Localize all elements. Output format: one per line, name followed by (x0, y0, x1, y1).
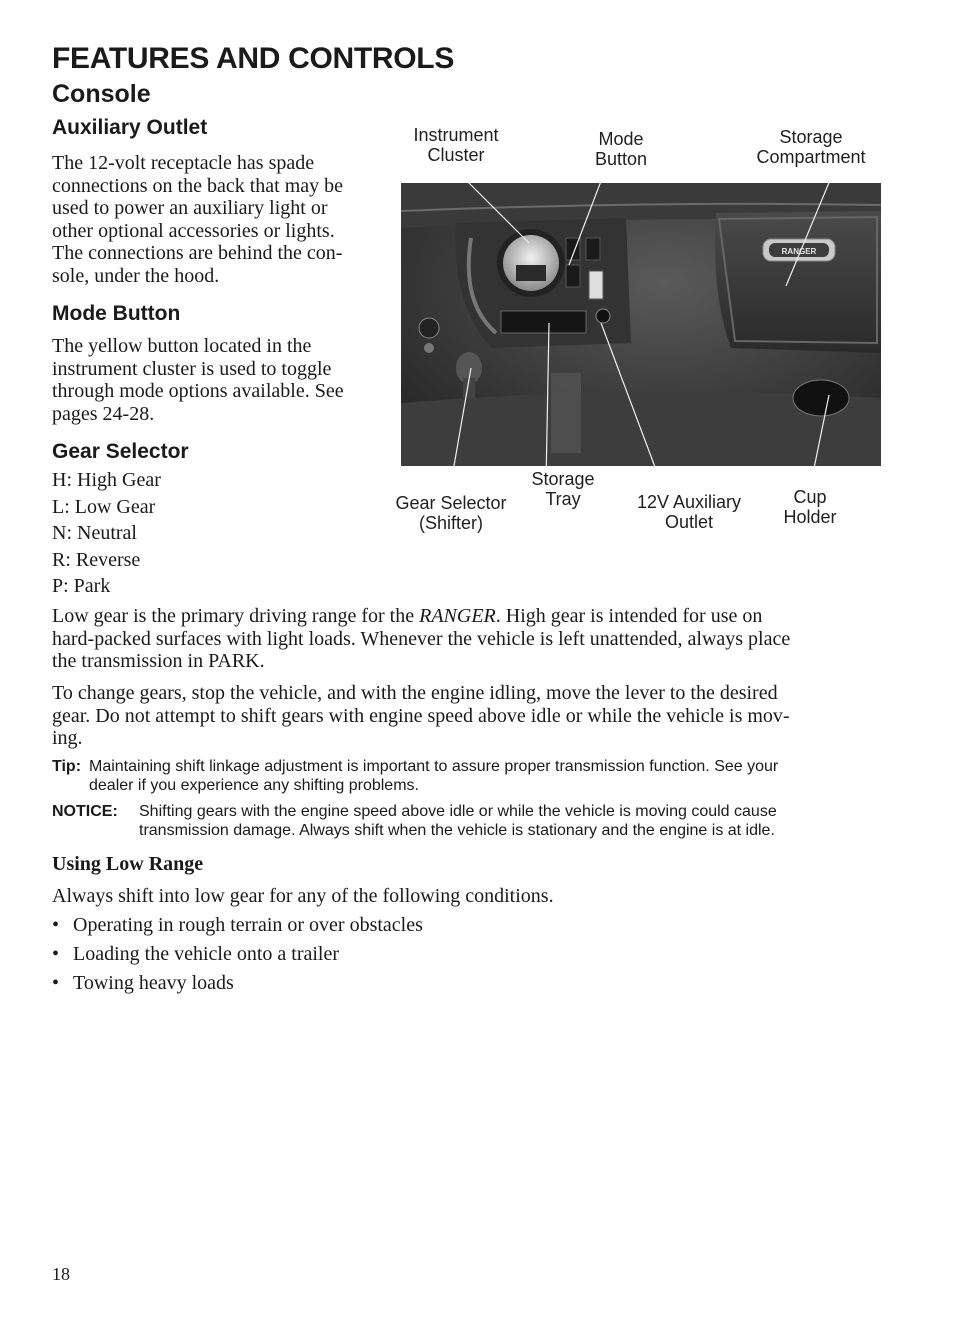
list-item: R: Reverse (52, 548, 141, 571)
notice-note: NOTICE: Shifting gears with the engine speed above idle or while the vehicle is moving could cause transmission damage. Always shift when the vehicle is stationary and the engine is at idle. (52, 803, 777, 839)
callout-cup-holder: Cup Holder (783, 487, 837, 527)
callout-storage-tray: Storage Tray (531, 469, 595, 509)
mode-button-text: The yellow button located in the instrument cluster is used to toggle through mode options available. See pages 24-28. (52, 335, 344, 425)
callout-mode-button: Mode Button (594, 129, 648, 169)
mode-button-heading: Mode Button (52, 302, 181, 325)
paragraph-low-gear: Low gear is the primary driving range for the RANGER. High gear is intended for use on hard-packed surfaces with light loads. Whenever the vehicle is left unattended, always place the transmission in PARK. (52, 605, 791, 672)
notice-label: NOTICE: (52, 803, 118, 820)
list-item: • Operating in rough terrain or over obstacles (52, 914, 423, 936)
list-item: P: Park (52, 575, 111, 597)
list-item: L: Low Gear (52, 495, 156, 518)
tip-label: Tip: (52, 758, 82, 775)
list-item: • Loading the vehicle onto a trailer (52, 943, 340, 965)
gear-selector-heading: Gear Selector (52, 440, 189, 463)
console-photo (401, 183, 881, 466)
list-item: H: High Gear (52, 469, 161, 491)
console-illustration (401, 183, 881, 466)
gear-list (52, 467, 161, 600)
section-title: Console (52, 80, 151, 108)
aux-outlet-text: The 12-volt receptacle has spade connections on the back that may be used to power an auxiliary light or other optional accessories or lights. The connections are behind the con- sole, under the hood. (52, 152, 344, 287)
low-range-intro: Always shift into low gear for any of the following conditions. (52, 885, 554, 907)
callout-storage-compartment: Storage Compartment (756, 127, 866, 167)
aux-outlet-heading: Auxiliary Outlet (52, 116, 208, 139)
page-number: 18 (52, 1264, 70, 1284)
low-range-list (52, 911, 423, 998)
paragraph-change-gears: To change gears, stop the vehicle, and with the engine idling, move the lever to the desired gear. Do not attempt to shift gears with engine speed above idle or while the vehicle is mov- ing. (52, 682, 790, 749)
tip-note: Tip: Maintaining shift linkage adjustment is important to assure proper transmission function. See your dealer if you experience any shifting problems. (52, 758, 779, 794)
low-range-heading: Using Low Range (52, 853, 204, 875)
page-title: FEATURES AND CONTROLS (52, 42, 455, 75)
list-item: N: Neutral (52, 522, 137, 544)
callout-aux-outlet: 12V Auxiliary Outlet (636, 492, 742, 532)
list-item: • Towing heavy loads (52, 972, 234, 994)
callout-instrument-cluster: Instrument Cluster (413, 125, 499, 165)
ranger-badge: RANGER (781, 247, 817, 256)
callout-gear-selector: Gear Selector (Shifter) (395, 493, 507, 533)
